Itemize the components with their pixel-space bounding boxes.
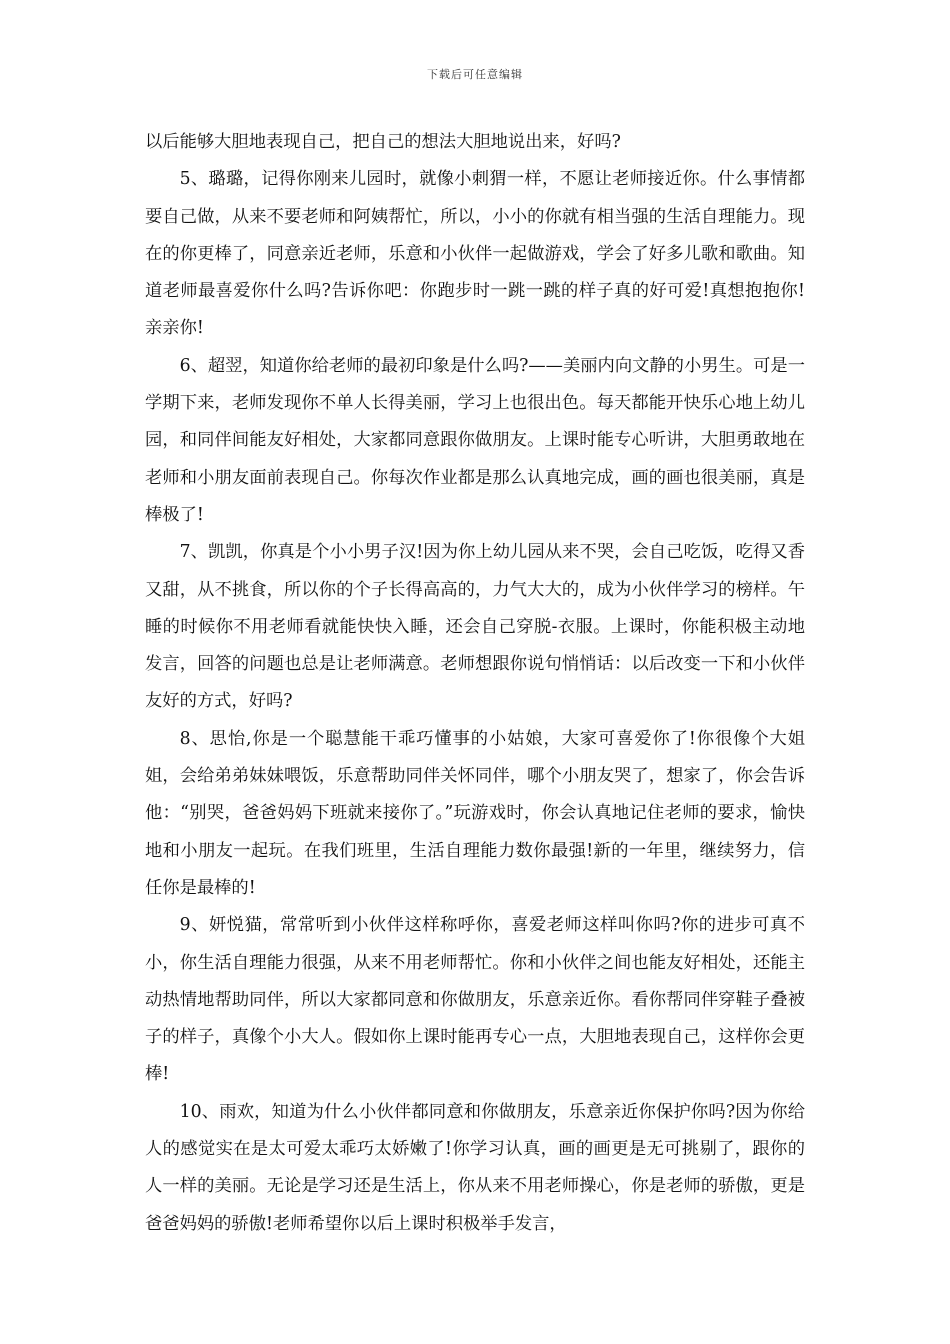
paragraph-9: 9、妍悦猫，常常听到小伙伴这样称呼你，喜爱老师这样叫你吗?你的进步可真不小，你生活自理能力很强，从来不用老师帮忙。你和小伙伴之间也能友好相处，还能主动热情地帮助同伴，所以大家都同意和你做朋友，乐意亲近你。看你帮同伴穿鞋子叠被子的样子，真像个小大人。假如你上课时能再专心一点，大胆地表现自己，这样你会更棒! (145, 915, 805, 1085)
paragraph-7: 7、凯凯，你真是个小小男子汉!因为你上幼儿园从来不哭，会自己吃饭，吃得又香又甜，从不挑食，所以你的个子长得高高的，力气大大的，成为小伙伴学习的榜样。午睡的时候你不用老师看就能快快入睡，还会自己穿脱-衣服。上课时，你能积极主动地发言，回答的问题也总是让老师满意。老师想跟你说句悄悄话：以后改变一下和小伙伴友好的方式，好吗? (145, 542, 805, 712)
paragraph-6: 6、超翌，知道你给老师的最初印象是什么吗?——美丽内向文静的小男生。可是一学期下来，老师发现你不单人长得美丽，学习上也很出色。每天都能开快乐心地上幼儿园，和同伴间能友好相处，大家都同意跟你做朋友。上课时能专心听讲，大胆勇敢地在老师和小朋友面前表现自己。你每次作业都是那么认真地完成，画的画也很美丽，真是棒极了! (145, 355, 805, 525)
document-body (145, 124, 805, 1243)
page-header-note: 下载后可任意编辑 (427, 68, 523, 81)
paragraph-continuation: 以后能够大胆地表现自己，把自己的想法大胆地说出来，好吗? (145, 132, 621, 152)
paragraph-10: 10、雨欢，知道为什么小伙伴都同意和你做朋友，乐意亲近你保护你吗?因为你给人的感觉实在是太可爱太乖巧太娇嫩了!你学习认真，画的画更是无可挑剔了，跟你的人一样的美丽。无论是学习还是生活上，你从来不用老师操心，你是老师的骄傲，更是爸爸妈妈的骄傲!老师希望你以后上课时积极举手发言， (145, 1101, 805, 1234)
paragraph-5: 5、璐璐，记得你刚来儿园时，就像小刺猬一样，不愿让老师接近你。什么事情都要自己做，从来不要老师和阿姨帮忙，所以，小小的你就有相当强的生活自理能力。现在的你更棒了，同意亲近老师，乐意和小伙伴一起做游戏，学会了好多儿歌和歌曲。知道老师最喜爱你什么吗?告诉你吧：你跑步时一跳一跳的样子真的好可爱!真想抱抱你!亲亲你! (145, 169, 805, 339)
paragraph-8: 8、思怡,你是一个聪慧能干乖巧懂事的小姑娘，大家可喜爱你了!你很像个大姐姐，会给弟弟妹妹喂饭，乐意帮助同伴关怀同伴，哪个小朋友哭了，想家了，你会告诉他：“别哭，爸爸妈妈下班就来接你了。”玩游戏时，你会认真地记住老师的要求，愉快地和小朋友一起玩。在我们班里，生活自理能力数你最强!新的一年里，继续努力，信任你是最棒的! (145, 728, 805, 898)
